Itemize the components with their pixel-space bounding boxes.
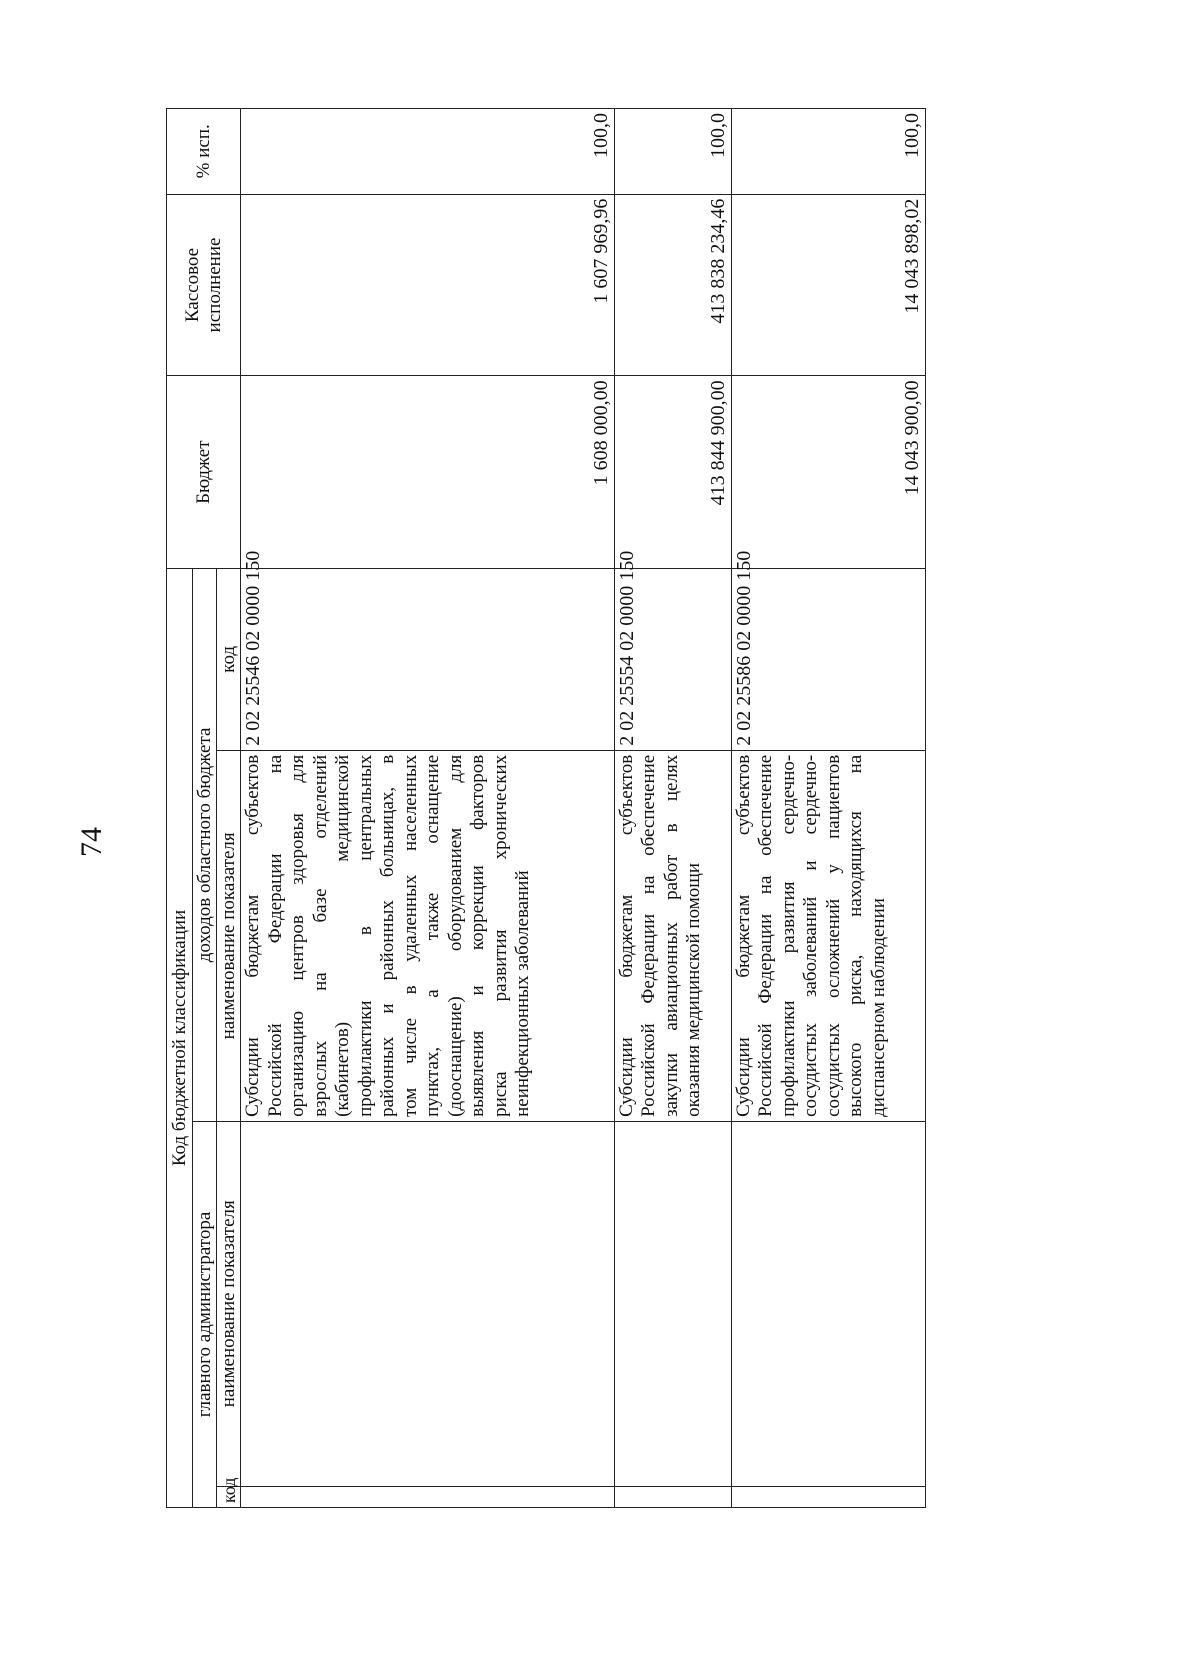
header-classification: Код бюджетной классификации [167,568,193,1507]
revenue-name-line: Российской Федерации на обеспечение [638,754,660,1117]
revenue-name-line: Субсидии бюджетам субъектов [732,754,754,1117]
revenue-name-line: высокого риска, находящихся на [845,754,867,1117]
revenue-name-line: сосудистых осложнений у пациентов [822,754,844,1117]
revenue-code-cell: 2 02 25586 02 0000 150 [731,568,925,750]
admin-code-cell [731,1486,925,1507]
revenue-name-line: оказания медицинской помощи [683,862,705,1117]
revenue-name-cell [241,750,615,1121]
revenue-name-line: районных и районных больницах, в [377,754,398,1117]
budget-execution-table [166,108,926,1508]
percent-cell: 100,0 [241,109,615,195]
execution-cell: 1 607 969,96 [241,194,615,376]
revenue-name-line: (кабинетов) медицинской [332,754,353,1117]
revenue-name-line: Российской Федерации на [264,754,286,1117]
header-revenue-name: наименование показателя [217,750,241,1121]
execution-cell: 14 043 898,02 [731,194,925,376]
revenue-name-line: Субсидии бюджетам субъектов [242,754,263,1117]
revenue-name-line: диспансерном наблюдении [867,898,889,1117]
budget-cell: 14 043 900,00 [731,376,925,569]
header-percent: % исп. [167,109,241,195]
revenue-name-line: взрослых на базе отделений [309,754,331,1117]
admin-code-cell [614,1486,731,1507]
revenue-name-line: том числе в удаленных населенных [399,754,421,1117]
header-admin: главного администратора [193,1121,217,1507]
revenue-name-line: Российской Федерации на обеспечение [755,754,777,1117]
table-row [731,109,925,1508]
revenue-name-line: пунктах, а также оснащение [422,754,443,1117]
revenue-name-line: профилактики в центральных [354,754,376,1117]
budget-table-frame [166,108,926,1508]
revenue-name-cell [731,750,925,1121]
admin-name-cell [614,1121,731,1486]
header-admin-code: код [217,1486,241,1507]
admin-name-cell [241,1121,615,1486]
revenue-name-cell [614,750,731,1121]
execution-cell: 413 838 234,46 [614,194,731,376]
revenue-name-line: (дооснащение) оборудованием для [444,754,466,1117]
admin-name-cell [731,1121,925,1486]
revenue-name-line: риска развития хронических [489,754,511,1117]
table-row [614,109,731,1508]
revenue-name-line: профилактики развития сердечно- [777,754,799,1117]
revenue-name-line: неинфекционных заболеваний [512,870,533,1117]
revenue-name-line: Субсидии бюджетам субъектов [615,754,637,1117]
revenue-name-line: сосудистых заболеваний и сердечно- [800,754,822,1117]
header-budget: Бюджет [167,376,241,569]
budget-cell: 413 844 900,00 [614,376,731,569]
header-execution [167,194,241,376]
header-revenue: доходов областного бюджета [193,568,217,1121]
header-execution-line2: исполнение [203,237,225,333]
header-admin-name: наименование показателя [217,1121,241,1486]
header-execution-line1: Кассовое [181,247,203,323]
page-number: 74 [75,827,108,857]
percent-cell: 100,0 [731,109,925,195]
revenue-name-line: выявления и коррекции факторов [467,754,488,1117]
budget-cell: 1 608 000,00 [241,376,615,569]
revenue-name-line: закупки авиационных работ в целях [660,754,682,1117]
header-revenue-code: код [217,568,241,750]
revenue-name-line: организацию центров здоровья для [287,754,308,1117]
table-row [241,109,615,1508]
percent-cell: 100,0 [614,109,731,195]
admin-code-cell [241,1486,615,1507]
revenue-code-cell: 2 02 25554 02 0000 150 [614,568,731,750]
revenue-code-cell: 2 02 25546 02 0000 150 [241,568,615,750]
